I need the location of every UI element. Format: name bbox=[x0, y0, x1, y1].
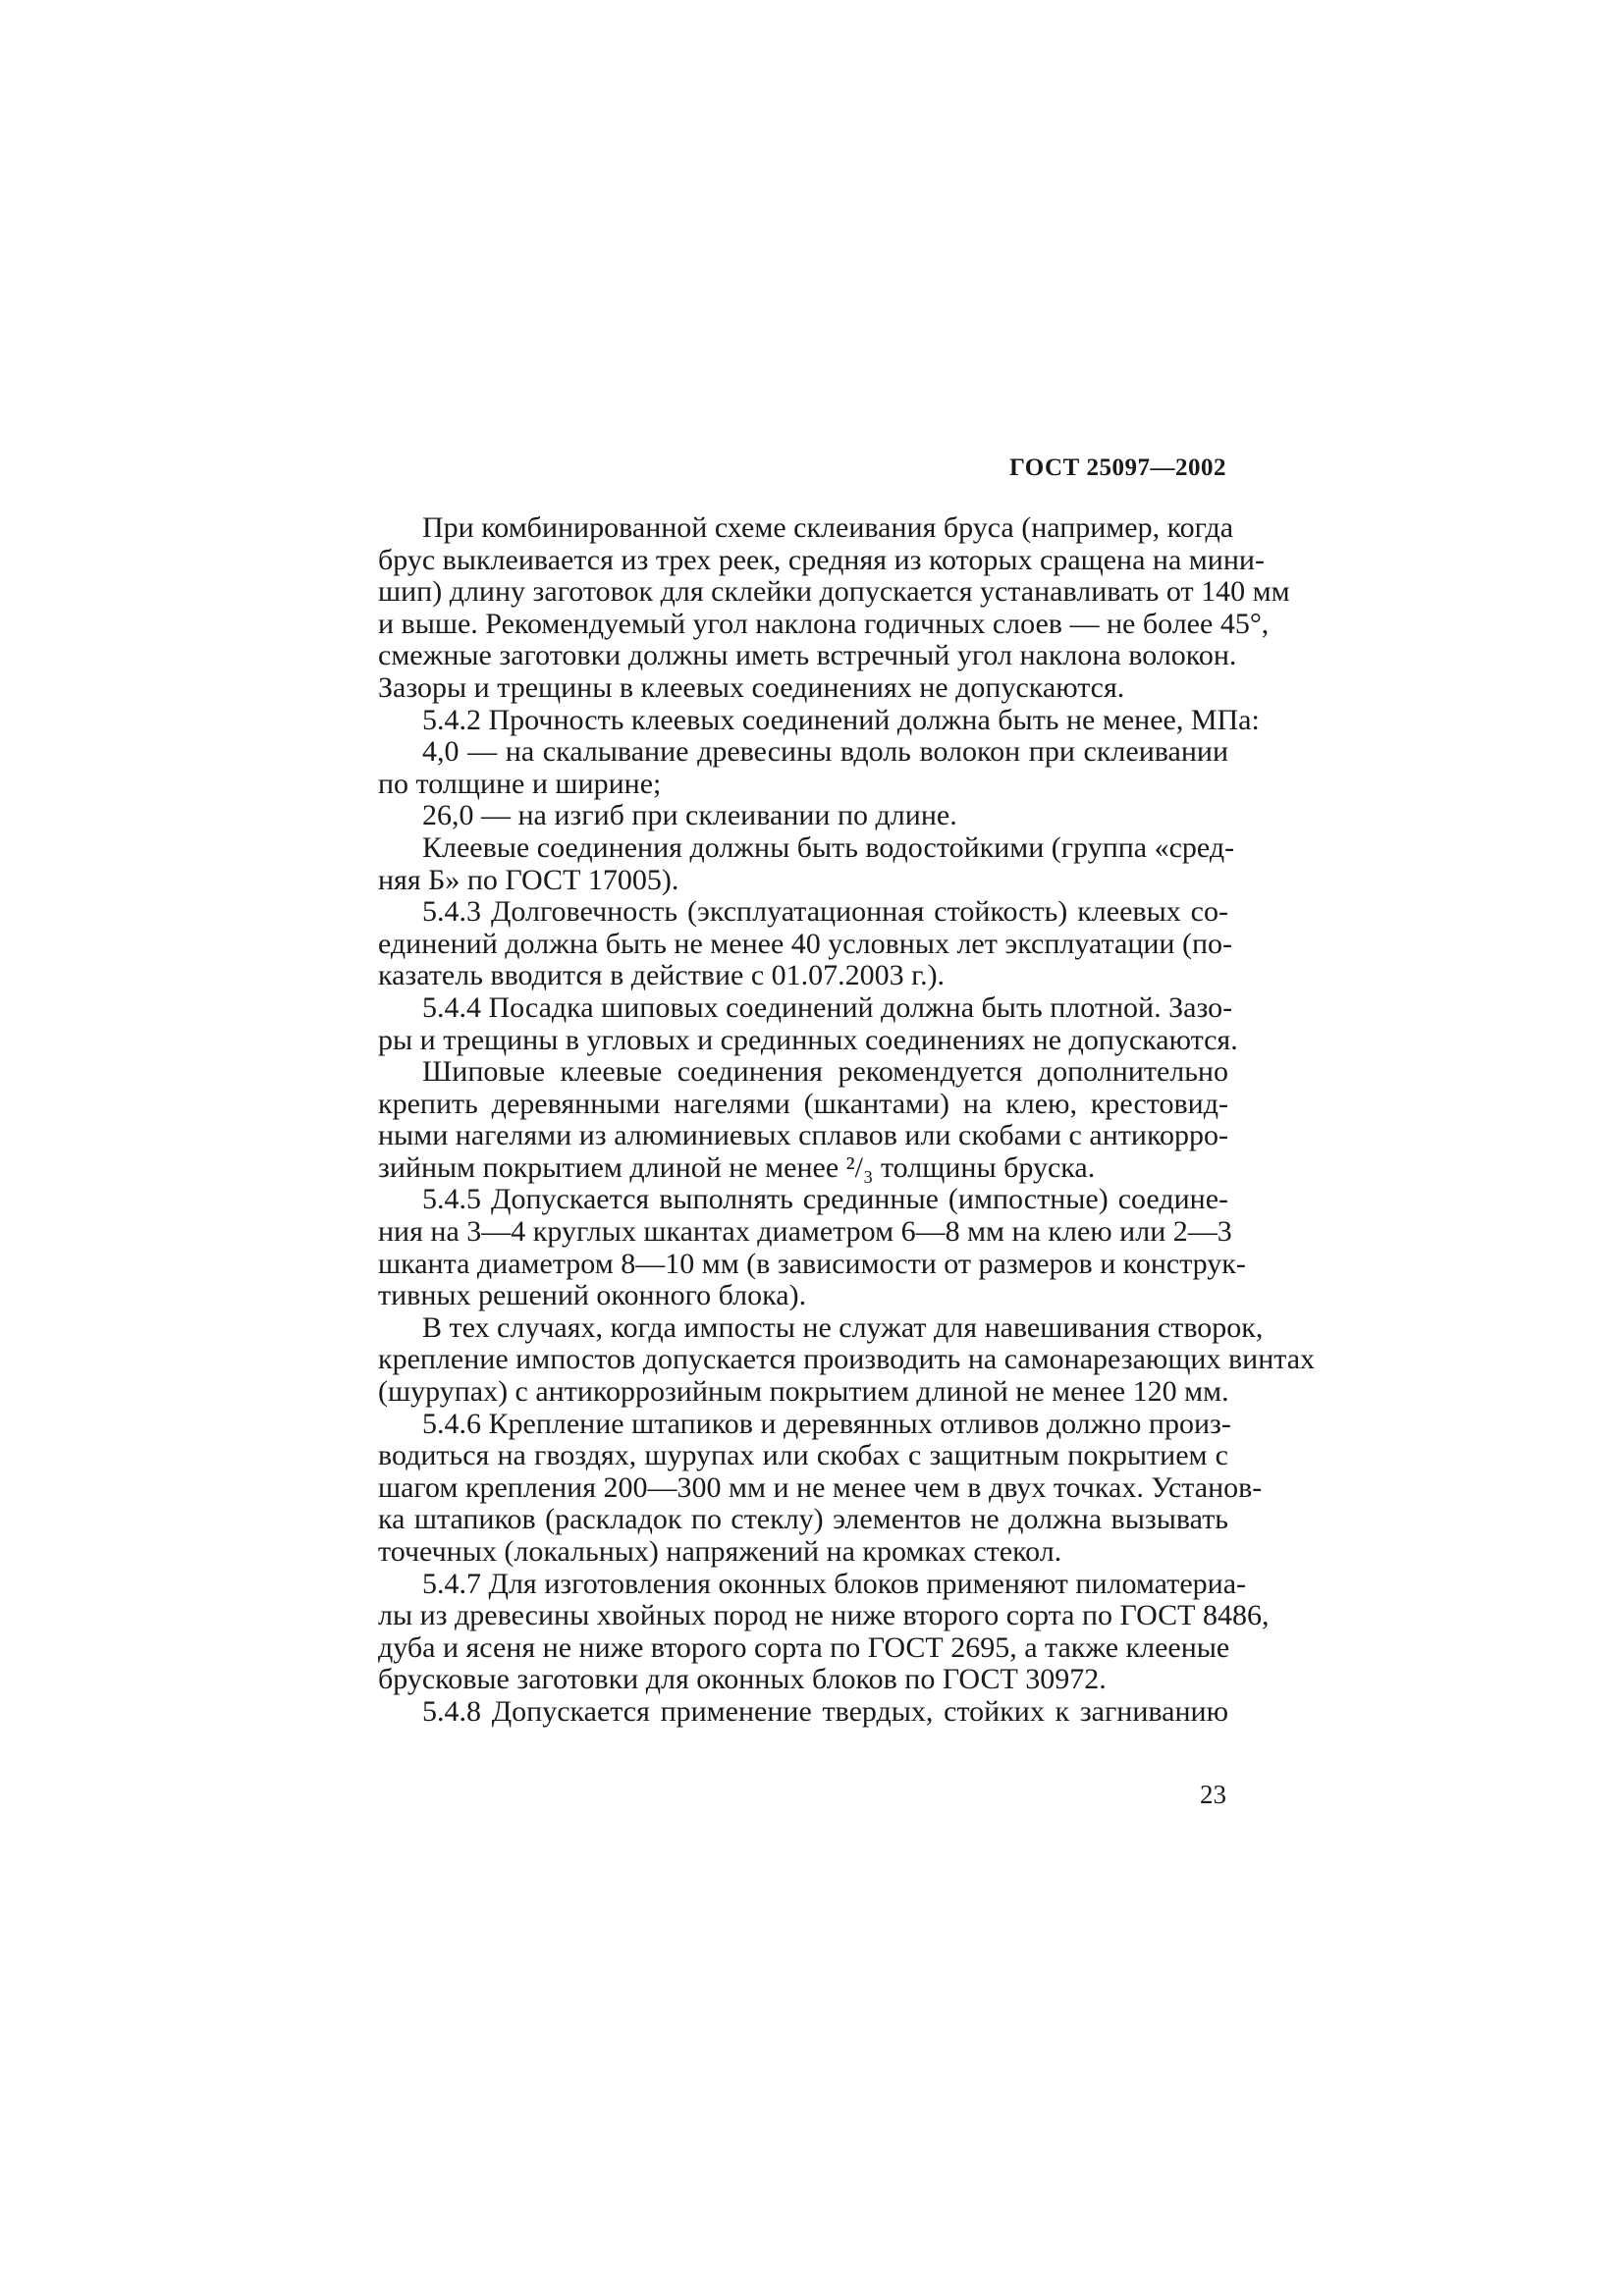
text-line: 5.4.5 Допускается выполнять срединные (импостные) соедине- bbox=[422, 1183, 1228, 1216]
page-number: 23 bbox=[1200, 1780, 1226, 1809]
text-line: лы из древесины хвойных пород не ниже второго сорта по ГОСТ 8486, bbox=[378, 1599, 1270, 1632]
text-line: тивных решений оконного блока). bbox=[378, 1279, 807, 1312]
text-line: няя Б» по ГОСТ 17005). bbox=[378, 863, 679, 896]
text-line: ния на 3—4 круглых шкантах диаметром 6—8 мм на клею или 2—3 bbox=[378, 1215, 1232, 1249]
text-line: ка штапиков (раскладок по стеклу) элементов не должна вызывать bbox=[378, 1503, 1228, 1536]
text-line: Зазоры и трещины в клеевых соединениях не допускаются. bbox=[378, 670, 1125, 704]
text-line: единений должна быть не менее 40 условных лет эксплуатации (по- bbox=[378, 927, 1233, 960]
text-line: 4,0 — на скалывание древесины вдоль волокон при склеивании bbox=[422, 735, 1228, 769]
text-line: шагом крепления 200—300 мм и не менее чем в двух точках. Установ- bbox=[378, 1470, 1263, 1504]
text-line: шканта диаметром 8—10 мм (в зависимости от размеров и конструк- bbox=[378, 1247, 1246, 1280]
text-line: 5.4.6 Крепление штапиков и деревянных отливов должно произ- bbox=[422, 1407, 1231, 1440]
text-line: (шурупах) с антикоррозийным покрытием длиной не менее 120 мм. bbox=[378, 1375, 1229, 1409]
text-line: брус выклеивается из трех реек, средняя из которых сращена на мини- bbox=[378, 543, 1265, 576]
text-line: крепить деревянными нагелями (шкантами) на клею, крестовид- bbox=[378, 1087, 1228, 1120]
text-line: зийным покрытием длиной не менее ²/₃ толщины бруска. bbox=[378, 1150, 1096, 1184]
document-code-header: ГОСТ 25097—2002 bbox=[1008, 454, 1226, 481]
text-line: 5.4.7 Для изготовления оконных блоков применяют пиломатериа- bbox=[422, 1567, 1247, 1600]
text-line: водиться на гвоздях, шурупах или скобах с защитным покрытием с bbox=[378, 1439, 1228, 1472]
text-line: смежные заготовки должны иметь встречный угол наклона волокон. bbox=[378, 639, 1237, 672]
text-line: 5.4.4 Посадка шиповых соединений должна быть плотной. Зазо- bbox=[422, 990, 1233, 1024]
text-line: точечных (локальных) напряжений на кромках стекол. bbox=[378, 1535, 1062, 1568]
body-text bbox=[378, 511, 1316, 1729]
text-line: ными нагелями из алюминиевых сплавов или скобами с антикорро- bbox=[378, 1119, 1228, 1152]
text-line: 5.4.2 Прочность клеевых соединений должна быть не менее, МПа: bbox=[422, 703, 1260, 736]
text-line: При комбинированной схеме склеивания бруса (например, когда bbox=[422, 511, 1234, 544]
text-line: по толщине и ширине; bbox=[378, 767, 662, 800]
text-line: 5.4.8 Допускается применение твердых, стойких к загниванию bbox=[422, 1694, 1228, 1728]
text-line: брусковые заготовки для оконных блоков по ГОСТ 30972. bbox=[378, 1663, 1107, 1696]
text-line: Клеевые соединения должны быть водостойкими (группа «сред- bbox=[422, 830, 1235, 864]
text-line: 5.4.3 Долговечность (эксплуатационная стойкость) клеевых со- bbox=[422, 895, 1228, 929]
text-line: казатель вводится в действие с 01.07.2003 г.). bbox=[378, 959, 946, 992]
text-line: и выше. Рекомендуемый угол наклона годичных слоев — не более 45°, bbox=[378, 607, 1270, 640]
text-line: Шиповые клеевые соединения рекомендуется дополнительно bbox=[422, 1055, 1228, 1089]
text-line: ры и трещины в угловых и срединных соединениях не допускаются. bbox=[378, 1023, 1238, 1056]
text-line: шип) длину заготовок для склейки допускается устанавливать от 140 мм bbox=[378, 575, 1290, 609]
text-line: В тех случаях, когда импосты не служат для навешивания створок, bbox=[422, 1310, 1264, 1344]
text-line: крепление импостов допускается производить на самонарезающих винтах bbox=[378, 1343, 1316, 1376]
text-line: 26,0 — на изгиб при склеивании по длине. bbox=[422, 799, 957, 832]
text-line: дуба и ясеня не ниже второго сорта по ГОСТ 2695, а также клееные bbox=[378, 1630, 1230, 1664]
